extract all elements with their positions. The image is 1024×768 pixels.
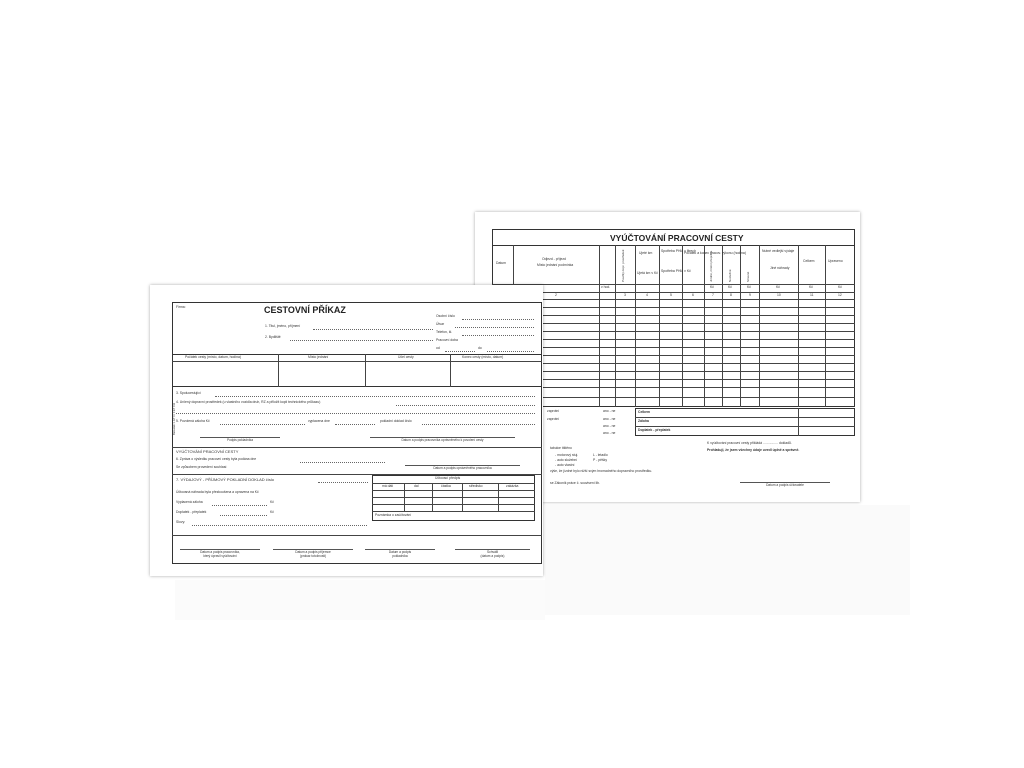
header-jine: Jiné náhrady [770,266,790,270]
header-celkem: Celkem [803,259,815,263]
legend-note: - motorový stuj. [555,453,579,457]
col-number: 5 [670,293,672,297]
trip-header: Místo jednání [308,355,329,359]
yes-no: ano - ne [603,431,616,435]
header-kc-4: Kč [776,285,780,289]
col-number: 10 [777,293,781,297]
accounting-col: částka [441,484,451,488]
field-name: 1. Titul, jméno, příjmení [265,324,301,328]
summary-doplatek: Doplatek - přeplatek [638,428,671,432]
trip-header: Počátek cesty (místo, datum, hodina) [185,355,241,359]
legend-note: L - letadlo [593,453,608,457]
row-note: zaprotní [547,409,560,413]
header-kc-3: Kč [747,285,751,289]
right-field: Útvar [436,322,445,326]
col-number: 3 [624,293,626,297]
col-number: 11 [810,293,814,297]
line-voucher: 7. VÝDAJOVÝ - PŘÍJMOVÝ POKLADNÍ DOKLAD číslo [176,477,275,482]
right-field: od [436,346,440,350]
yes-no: ano - ne [603,424,616,428]
right-field: Telefon, kl. [436,330,453,334]
legend-note: P - pěšky [593,458,608,462]
yes-no: ano - ne [603,417,616,421]
settlement-signature: Datum a podpis účtovatele [740,482,830,488]
header-misto: Místo jednání podmínka [537,263,574,267]
col-number: 4 [646,293,648,297]
legend-note: - auto vlastní [555,463,575,467]
kc-label: Kč [270,510,274,514]
statement-declare: Prohlašuji, že jsem všechny údaje uvedl úplně a správně. [707,448,800,452]
header-jizdne: Jízdné, místní přeprava [709,250,713,282]
line-reviewed: Účtovaná náhrada byla přezkoušena a upravena na Kč [176,490,259,494]
header-datum: Datum [496,261,506,265]
accounting-note: Poznámka o zaúčtování [375,513,412,517]
header-kc-1: Kč [710,285,714,289]
legend-note: se Zákonik práce č. souvisení lib. [550,481,600,485]
header-kc-2: Kč [728,285,732,289]
reflection-back [545,505,910,615]
col-number: 6 [692,293,694,297]
bottom-signature: Schválil (datum a podpis) [455,549,530,559]
header-kc-6: Kč [838,285,842,289]
line-paid-on: vyplacena dne [308,419,330,423]
line-paid-advance: Vyplacená záloha [176,500,203,504]
cashier-signature: Podpis pokladníka [200,437,280,443]
kc-label: Kč [270,500,274,504]
header-stravne: Stravné [746,271,750,282]
col-number: 12 [838,293,842,297]
page-title: VYÚČTOVÁNÍ PRACOVNÍ CESTY [610,233,744,243]
summary-celkem: Celkem [638,410,651,414]
travel-order-sheet [150,285,543,576]
header-pocatek: Počátek a konec pracov. výkonu (hodina) [684,251,746,255]
header-vhod: v hod. [601,285,611,289]
header-pouzity: Použitý dopr. prostředek [621,249,625,282]
authorized-signature: Datum a podpis oprávněného pracovníka [405,465,520,471]
col-number: 7 [712,293,714,297]
line-advance: 5. Povolená záloha Kč [176,419,210,423]
header-ujeta-km: Ujetá km v Kč [637,271,658,275]
line-balance: Doplatek - přeplatek [176,510,207,514]
accounting-col: zakázka [506,484,519,488]
approver-signature: Datum a podpis pracovníka oprávněného k povolení cesty [370,437,515,443]
trip-header: Účel cesty [398,355,414,359]
line-transport: 4. Určený dopravní prostředek (u vlastního vozidla druh, RZ a přiložit kopii technického průkazu) [176,400,321,404]
right-field: Pracovní doba [436,338,458,342]
accounting-col: středisko [469,484,483,488]
line-report: 6. Zpráva o výsledku pracovní cesty byla podána dne [176,457,257,461]
firma-label: Firma: [176,305,186,309]
accounting-col: má dáti [382,484,394,488]
field-address: 2. Bydliště [265,335,281,339]
bottom-signature: Datum a podpis pracovníka, který úpravil vyúčtování [180,549,260,559]
header-spotreba-kc: Spotřeba PHM v Kč [661,269,691,273]
legend-note: - auto služební [555,458,578,462]
header-nocne: Nocležné [728,269,732,282]
header-upraveno: Upraveno [828,259,843,263]
header-kc-5: Kč [809,285,813,289]
header-odjezd: Odjezd - příjezd [542,257,566,261]
reflection-front [175,580,545,620]
line-words: Slovy: [176,520,186,524]
col-number: 8 [730,293,732,297]
summary-zaloha: Záloha [638,419,649,423]
accounting-col: dal [414,484,419,488]
right-field: Osobní číslo [436,314,455,318]
accounting-title: Účtovací předpis [435,476,461,480]
page-title: CESTOVNÍ PŘÍKAZ [264,305,346,315]
trip-header: Konec cesty (místo, datum) [462,355,504,359]
row-note: zaprotní [547,417,560,421]
bottom-signature: Datum a podpis příjemce (prokaz totožnosti) [273,549,353,559]
line-agreement: Se způsobem provedení souhlasí: [176,465,228,469]
legend-note: tabulce tištěno [550,446,572,450]
statement-docs: K vyúčtování pracovní cesty přikládá ................ dokladů. [707,441,792,445]
legend-note: výše, že jízdné bylo nižší svým hromadného dopravního prostředku. [550,469,653,473]
section-title: VYÚČTOVÁNÍ PRACOVNÍ CESTY [176,449,239,454]
header-ujete: Ujeté km [639,251,653,255]
form-code: Baloušek 1. ET 0 / 0 ET 011 [173,402,176,435]
line-receipt-no: pokladní doklad číslo [380,419,412,423]
line-companions: 3. Spolucestující [176,391,201,395]
yes-no: ano - ne [603,409,616,413]
header-nutne: Nutné vedlejší výdaje [762,249,795,253]
bottom-signature: Datum a podpis pokladníka [365,549,435,559]
field-do: do [478,346,482,350]
header-spotreba: Spotřeba PHM v litrech [661,249,696,253]
col-number: 2 [555,293,557,297]
col-number: 9 [749,293,751,297]
